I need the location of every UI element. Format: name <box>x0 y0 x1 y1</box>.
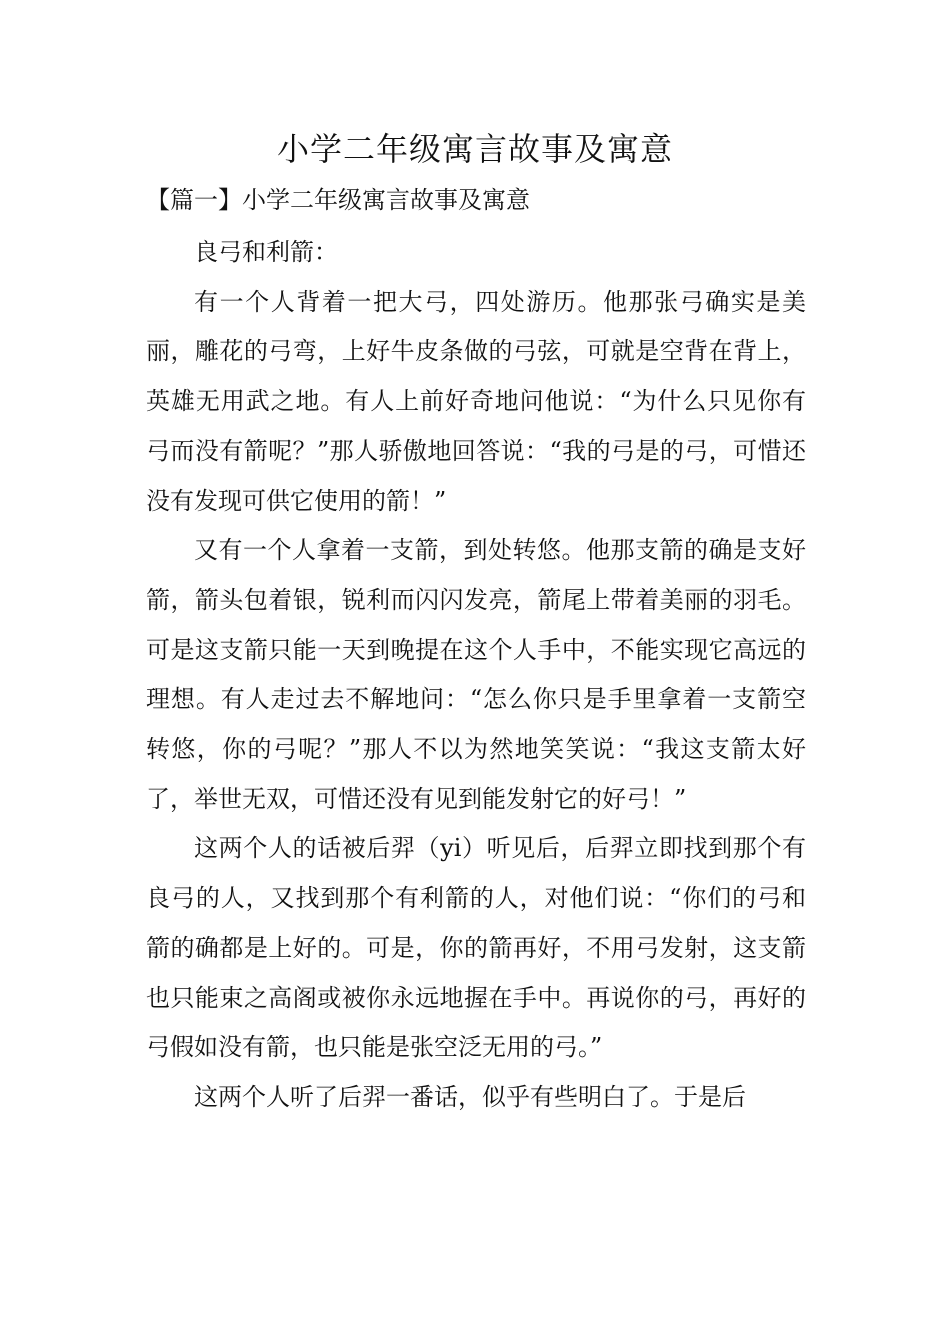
paragraph-2: 又有一个人拿着一支箭，到处转悠。他那支箭的确是支好箭，箭头包着银，锐利而闪闪发亮，箭尾上带着美丽的羽毛。可是这支箭只能一天到晚提在这个人手中，不能实现它高远的理想。有人走过去不解地问：“怎么你只是手里拿着一支箭空转悠，你的弓呢？”那人不以为然地笑笑说：“我这支箭太好了，举世无双，可惜还没有见到能发射它的好弓！” <box>146 536 806 813</box>
story-title: 良弓和利箭： <box>194 238 338 266</box>
story-body <box>146 228 806 1123</box>
paragraph-3: 这两个人的话被后羿（yi）听见后，后羿立即找到那个有良弓的人，又找到那个有利箭的人，对他们说：“你们的弓和箭的确都是上好的。可是，你的箭再好，不用弓发射，这支箭也只能束之高阁或被你永远地握在手中。再说你的弓，再好的弓假如没有箭，也只能是张空泛无用的弓。” <box>146 834 806 1062</box>
paragraph-4: 这两个人听了后羿一番话，似乎有些明白了。于是后 <box>194 1082 746 1111</box>
document-title: 小学二年级寓言故事及寓意 <box>276 130 673 168</box>
paragraph-1: 有一个人背着一把大弓，四处游历。他那张弓确实是美丽，雕花的弓弯，上好牛皮条做的弓弦，可就是空背在背上，英雄无用武之地。有人上前好奇地问他说：“为什么只见你有弓而没有箭呢？”那人骄傲地回答说：“我的弓是的弓，可惜还没有发现可供它使用的箭！” <box>146 287 806 515</box>
section-heading: 【篇一】小学二年级寓言故事及寓意 <box>146 186 530 214</box>
